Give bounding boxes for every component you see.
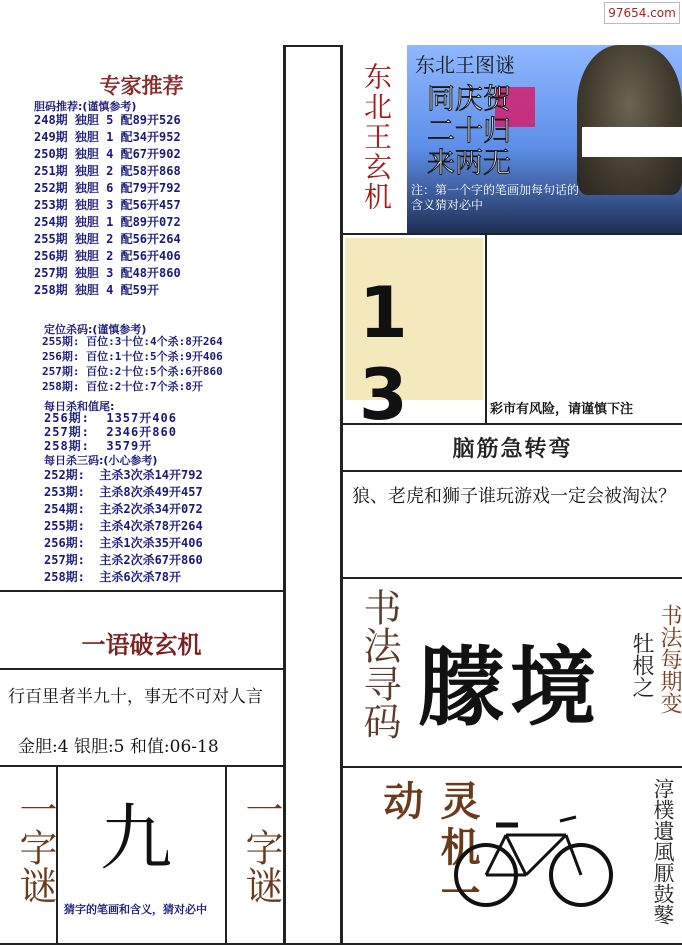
dan-row: 250期 独胆 4 配67开902	[34, 147, 181, 161]
dan-row: 257期 独胆 3 配48开860	[34, 266, 181, 280]
pos-row: 255期: 百位:3十位:4个杀:8开264	[42, 335, 223, 348]
divider	[343, 470, 682, 472]
shufa-signature: 牡根之	[629, 632, 654, 698]
divider	[343, 766, 682, 768]
kill-row: 257期: 主杀2次杀67开860	[44, 553, 203, 567]
yizimi-label-right: 一字谜	[239, 790, 283, 904]
kill-row: 253期: 主杀8次杀49开457	[44, 485, 203, 499]
naojin-title: 脑筋急转弯	[452, 436, 573, 462]
yizimi-hint: 猜字的笔画和含义，猜对必中	[64, 903, 207, 916]
lingji-side: 淳樸遺風厭鼓鼕	[651, 778, 675, 925]
divider	[343, 233, 682, 235]
kill-row: 255期: 主杀4次杀78开264	[44, 519, 203, 533]
dan-row: 252期 独胆 6 配79开792	[34, 181, 181, 195]
kill-list	[44, 467, 203, 586]
dan-row: 256期 独胆 2 配56开406	[34, 249, 181, 263]
poster-line: 来两无	[427, 146, 512, 179]
yizimi-label-left: 一字谜	[13, 790, 57, 904]
divider	[0, 668, 283, 670]
dan-row: 258期 独胆 4 配59开	[34, 283, 160, 297]
divider	[0, 765, 283, 767]
kill-row: 254期: 主杀2次杀34开072	[44, 502, 203, 516]
site-watermark: 97654.com	[604, 2, 680, 24]
shufa-side: 书法每期变	[657, 604, 682, 714]
dan-row: 249期 独胆 1 配34开952	[34, 130, 181, 144]
poster-note: 注：第一个字的笔画加每句话的含义猜对必中	[411, 183, 580, 212]
big-digits: 1 3	[359, 272, 414, 436]
sum-header: 每日杀和值尾:	[44, 400, 115, 413]
pos-list	[42, 334, 223, 394]
risk-warning: 彩市有风险，请谨慎下注	[490, 402, 634, 417]
kill-row: 252期: 主杀3次杀14开792	[44, 468, 203, 482]
divider	[485, 235, 487, 425]
dan-header: 胆码推荐:(谨慎参考)	[34, 100, 137, 113]
poster-line: 同庆贺	[427, 82, 512, 115]
yizimi-char: 九	[100, 796, 173, 880]
bicycle-image	[446, 805, 621, 910]
lingji-label: 灵机一动	[377, 780, 481, 918]
divider	[343, 577, 682, 579]
sum-row: 257期: 2346开860	[44, 425, 177, 439]
kill-row: 256期: 主杀1次杀35开406	[44, 536, 203, 550]
dan-row: 251期 独胆 2 配58开868	[34, 164, 181, 178]
divider	[225, 767, 227, 945]
divider	[340, 45, 343, 945]
poster-title: 东北王图谜	[415, 53, 515, 77]
shufa-calligraphy: 朦境	[418, 637, 602, 738]
dan-row: 255期 独胆 2 配56开264	[34, 232, 181, 246]
dan-list	[34, 112, 181, 299]
kill-row: 258期: 主杀6次杀78开	[44, 570, 182, 584]
naojin-question: 狼、老虎和狮子谁玩游戏一定会被淘汰？	[352, 486, 676, 507]
kill-header: 每日杀三码:(小心参考)	[44, 454, 158, 467]
sum-row: 256期: 1357开406	[44, 411, 177, 425]
pos-row: 256期: 百位:1十位:5个杀:9开406	[42, 350, 223, 363]
dan-row: 254期 独胆 1 配89开072	[34, 215, 181, 229]
sum-list	[44, 411, 177, 453]
poster-line: 二十归	[427, 114, 512, 147]
dongbei-poster	[407, 45, 682, 233]
yiyu-saying: 行百里者半九十，事无不可对人言	[8, 687, 263, 707]
divider	[0, 590, 283, 592]
buddha-figure	[577, 45, 682, 195]
yiyu-numbers: 金胆:4 银胆:5 和值:06-18	[18, 737, 219, 757]
dan-row: 253期 独胆 3 配56开457	[34, 198, 181, 212]
numbers-box	[345, 238, 483, 436]
yiyu-title: 一语破玄机	[81, 630, 202, 659]
pos-row: 258期: 百位:2十位:7个杀:8开	[42, 380, 203, 393]
expert-title: 专家推荐	[99, 73, 184, 98]
dan-row: 248期 独胆 5 配89开526	[34, 113, 181, 127]
dongbei-vertical-label: 东北王玄机	[360, 62, 393, 212]
poster-blank-box	[582, 127, 682, 157]
pos-row: 257期: 百位:2十位:5个杀:6开860	[42, 365, 223, 378]
pos-header: 定位杀码:(谨慎参考)	[44, 323, 147, 336]
sum-row: 258期: 3579开	[44, 439, 153, 453]
shufa-label: 书法寻码	[357, 588, 401, 740]
divider	[283, 45, 343, 47]
